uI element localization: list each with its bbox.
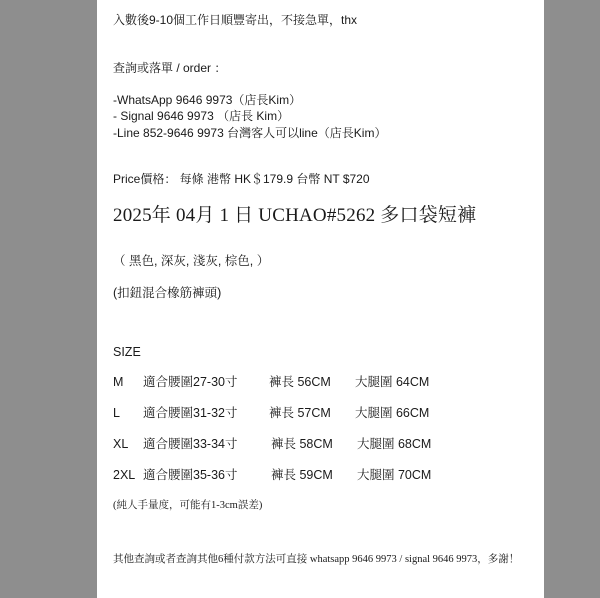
size-waist: 適合腰圍27-30寸 [143, 375, 238, 389]
size-thigh: 大腿圍 64CM [355, 375, 430, 389]
contact-line: -Line 852-9646 9973 台灣客人可以line（店長Kim） [113, 126, 387, 140]
size-label: M [113, 375, 124, 389]
size-length: 褲長 56CM [269, 375, 331, 389]
size-heading: SIZE [113, 345, 141, 359]
contact-heading: 查詢或落單 / order ： [113, 61, 227, 75]
size-waist: 適合腰圍31-32寸 [143, 406, 238, 420]
document-page [97, 0, 544, 598]
measurement-note: (純人手量度，可能有1-3cm誤差) [113, 500, 263, 511]
contact-whatsapp: -WhatsApp 9646 9973（店長Kim） [113, 93, 302, 107]
size-waist: 適合腰圍33-34寸 [143, 437, 238, 451]
size-waist: 適合腰圍35-36寸 [143, 468, 238, 482]
size-thigh: 大腿圍 66CM [355, 406, 430, 420]
size-label: L [113, 406, 120, 420]
shipping-note: 入數後9-10個工作日順豐寄出，不接急單，thx [113, 13, 358, 27]
product-title: 2025年 04月 1 日 UCHAO#5262 多口袋短褲 [113, 205, 477, 226]
footer-note: 其他查詢或者查詢其他6種付款方法可直接 whatsapp 9646 9973 / signal 9646 9973，多謝！ [113, 554, 520, 565]
size-thigh: 大腿圍 68CM [357, 437, 432, 451]
size-length: 褲長 57CM [269, 406, 331, 420]
size-length: 褲長 59CM [271, 468, 333, 482]
size-thigh: 大腿圍 70CM [357, 468, 432, 482]
price-line: Price價格： 每條 港幣 HK＄179.9 台幣 NT $720 [113, 172, 370, 186]
contact-signal: - Signal 9646 9973 （店長 Kim） [113, 109, 290, 123]
size-length: 褲長 58CM [271, 437, 333, 451]
color-options: （ 黑色, 深灰, 淺灰, 棕色, ） [113, 254, 270, 268]
size-label: 2XL [113, 468, 136, 482]
waistband-note: (扣鈕混合橡筋褲頭) [113, 286, 222, 300]
size-label: XL [113, 437, 129, 451]
